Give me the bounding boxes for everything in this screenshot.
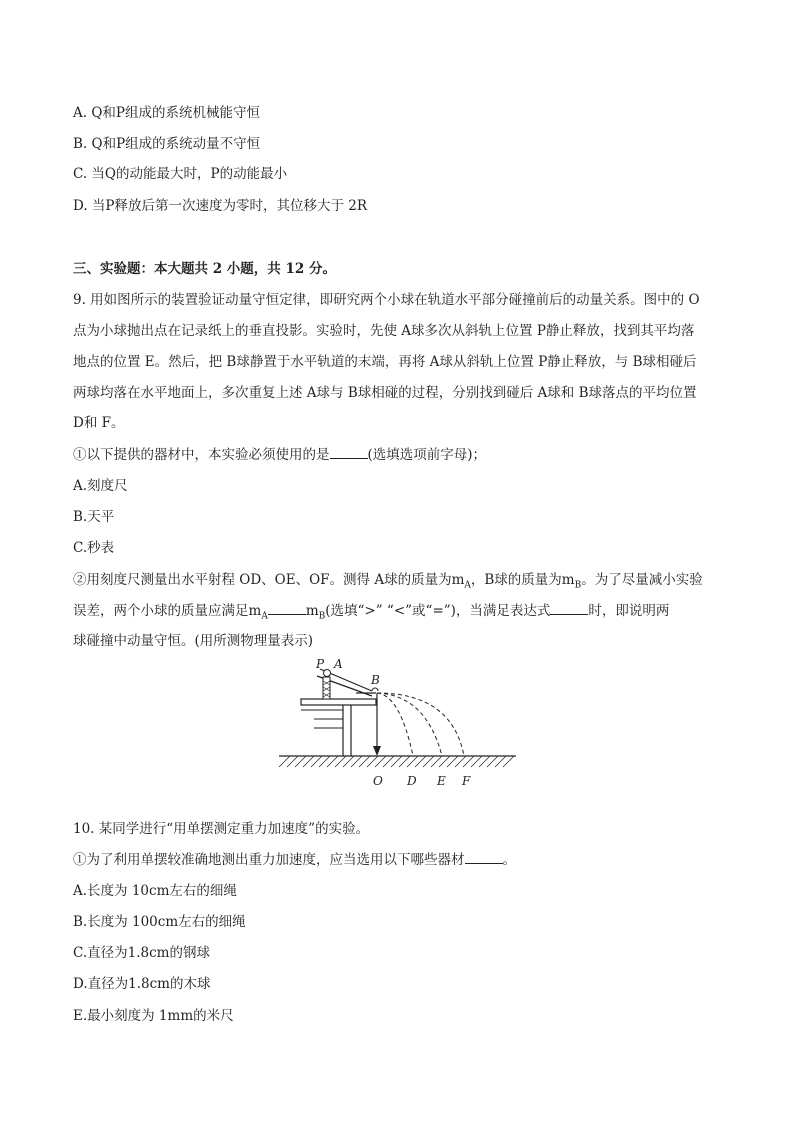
option-a-prev: A. Q和P组成的系统机械能守恒 bbox=[73, 105, 260, 121]
q9-option-c: C.秒表 bbox=[73, 540, 115, 556]
q9-sub1-post: (选填选项前字母)； bbox=[367, 447, 487, 463]
q9-sub2-text-a: ②用刻度尺测量出水平射程 OD、OE、OF。测得 A球的质量为m bbox=[73, 572, 465, 588]
answer-blank[interactable] bbox=[550, 601, 588, 615]
answer-blank[interactable] bbox=[330, 445, 368, 459]
section-heading: 三、实验题：本大题共 2 小题，共 12 分。 bbox=[73, 261, 336, 277]
q9-stem-line-2: 点为小球抛出点在记录纸上的垂直投影。实验时，先使 A球多次从斜轨上位置 P静止释放，找到其平均落 bbox=[73, 323, 695, 339]
answer-blank[interactable] bbox=[268, 601, 306, 615]
option-d-prev: D. 当P释放后第一次速度为零时，其位移大于 2R bbox=[73, 198, 368, 214]
q10-option-c: C.直径为1.8cm的钢球 bbox=[73, 945, 210, 961]
ball-b bbox=[372, 688, 378, 691]
q10-sub1-pre: ①为了利用单摆较准确地测出重力加速度，应当选用以下哪些器材 bbox=[73, 852, 465, 868]
q9-sub2-line-2 bbox=[73, 601, 669, 627]
ground-hatch bbox=[279, 756, 514, 767]
subscript-b: B bbox=[318, 611, 326, 622]
arrow-head bbox=[373, 746, 381, 756]
q9-sub2-l2-c: m bbox=[305, 603, 319, 619]
q9-sub2-l2-a: 误差，两个小球的质量应满足m bbox=[73, 603, 262, 619]
subscript-a: A bbox=[464, 580, 471, 591]
option-b-prev: B. Q和P组成的系统动量不守恒 bbox=[73, 136, 261, 152]
q10-option-b: B.长度为 100cm左右的细绳 bbox=[73, 914, 246, 930]
trajectory-f bbox=[377, 693, 464, 756]
label-b: B bbox=[371, 673, 380, 687]
q9-option-b: B.天平 bbox=[73, 509, 115, 525]
q10-sub1 bbox=[73, 850, 516, 870]
q9-sub2-line-1 bbox=[73, 570, 703, 596]
q9-stem-line-3: 地点的位置 E。然后，把 B球静置于水平轨道的末端，再将 A球从斜轨上位置 P静止释放，与 B球相碰后 bbox=[73, 354, 697, 370]
q9-sub2-text-c: ，B球的质量为m bbox=[470, 572, 575, 588]
subscript-b: B bbox=[574, 580, 582, 591]
q9-sub1 bbox=[73, 445, 486, 465]
q9-option-a: A.刻度尺 bbox=[73, 478, 128, 494]
subscript-a: A bbox=[261, 611, 268, 622]
label-p: P bbox=[316, 657, 325, 671]
q9-stem-line-4: 两球均落在水平地面上，多次重复上述 A球与 B球相碰的过程，分别找到碰后 A球和 B球落点的平均位置 bbox=[73, 385, 697, 401]
q10-option-a: A.长度为 10cm左右的细绳 bbox=[73, 883, 237, 899]
q10-sub1-post: 。 bbox=[502, 852, 516, 868]
q9-sub2-l2-f: 时，即说明两 bbox=[588, 603, 670, 619]
trajectory-e bbox=[377, 693, 442, 756]
q10-option-e: E.最小刻度为 1mm的米尺 bbox=[73, 1008, 234, 1024]
q9-sub2-l2-e: (选填“>” “<”或“=”)，当满足表达式 bbox=[325, 603, 551, 619]
q9-stem-line-5: D和 F。 bbox=[73, 415, 125, 431]
q9-sub2-line-3: 球碰撞中动量守恒。(用所测物理量表示) bbox=[73, 633, 314, 649]
label-a: A bbox=[334, 657, 343, 671]
table-top bbox=[301, 699, 376, 705]
label-d: D bbox=[407, 774, 417, 788]
q9-stem-line-1: 9. 用如图所示的装置验证动量守恒定律，即研究两个小球在轨道水平部分碰撞前后的动量关系。图中的 O bbox=[73, 292, 700, 308]
q10-option-d: D.直径为1.8cm的木球 bbox=[73, 976, 211, 992]
label-f: F bbox=[462, 774, 471, 788]
ball-a bbox=[324, 670, 331, 677]
apparatus-figure bbox=[276, 655, 520, 795]
apparatus-diagram bbox=[276, 655, 520, 795]
support-post bbox=[323, 677, 330, 699]
trajectory-d bbox=[377, 693, 413, 756]
label-e: E bbox=[437, 774, 446, 788]
option-c-prev: C. 当Q的动能最大时，P的动能最小 bbox=[73, 166, 288, 182]
label-o: O bbox=[373, 774, 383, 788]
answer-blank[interactable] bbox=[465, 850, 503, 864]
q9-sub1-pre: ①以下提供的器材中，本实验必须使用的是 bbox=[73, 447, 330, 463]
q9-sub2-text-e: 。为了尽量减小实验 bbox=[581, 572, 703, 588]
q10-stem: 10. 某同学进行“用单摆测定重力加速度”的实验。 bbox=[73, 821, 370, 837]
